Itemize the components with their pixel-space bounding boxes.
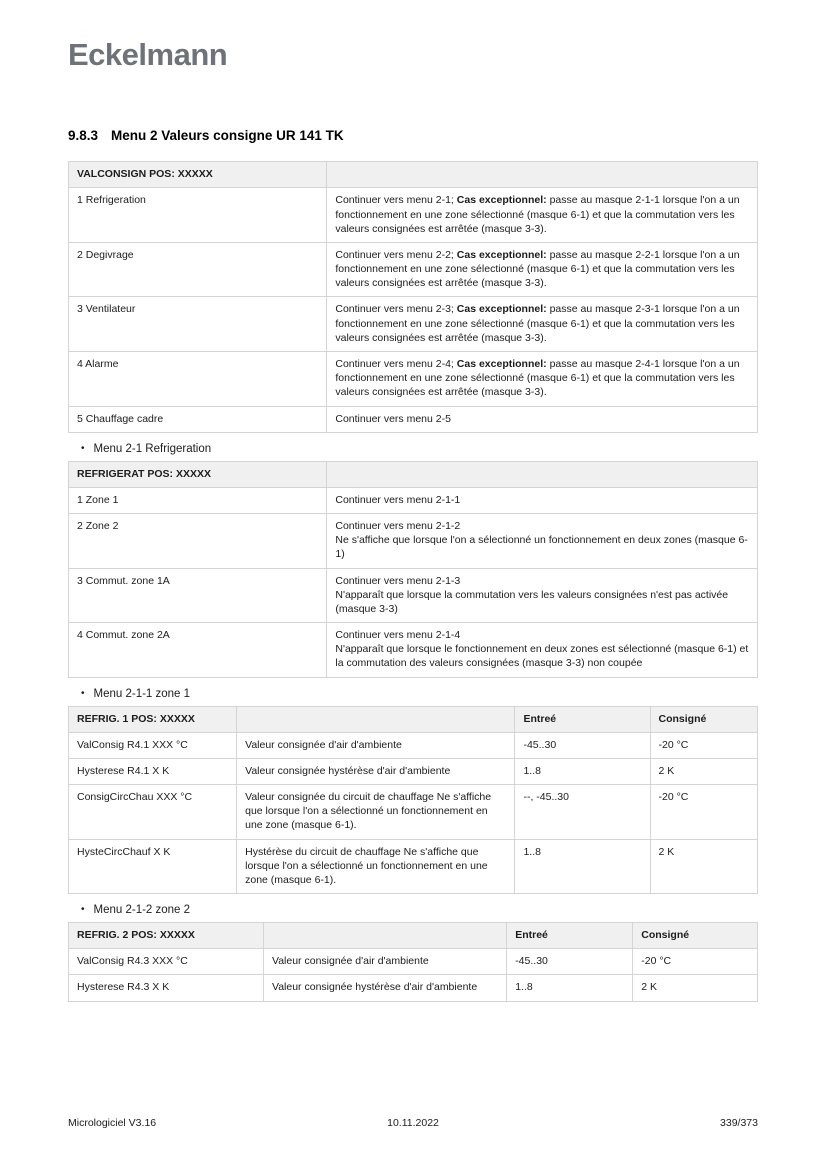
table-row [69, 406, 758, 432]
param-desc-cell: Valeur consignée du circuit de chauffage Ne s'affiche que lorsque l'on a sélectionné un fonctionnement en une zone (masque 6-1). [237, 785, 515, 840]
table-row [69, 623, 758, 678]
desc-text: Continuer vers menu 2-4; [335, 358, 457, 370]
bullet-icon: • [81, 687, 85, 699]
table-header-cell: Entreé [507, 923, 633, 949]
bullet-item-menu-2-1-2 [81, 904, 758, 916]
table-row [69, 785, 758, 840]
table-header-cell: Entreé [515, 706, 650, 732]
desc-text: Continuer vers menu 2-2; [335, 248, 457, 261]
param-desc-cell: Valeur consignée hystérèse d'air d'ambiente [237, 758, 515, 784]
bullet-label: Menu 2-1 Refrigeration [93, 442, 212, 455]
table-row [69, 242, 758, 297]
page-content [68, 0, 758, 1002]
footer-page-number: 339/373 [720, 1117, 758, 1129]
desc-line: Continuer vers menu 2-1-4 [335, 629, 461, 642]
param-entry-cell: 1..8 [515, 758, 650, 784]
desc-text: passe au masque 2-1-1 lorsque l'on a un fonctionnement en une zone sélectionné (masque 6-1) et que la commutation vers les valeurs consignées est arrêtée (masque 3-3). [335, 194, 740, 235]
table-refrig-1 [68, 706, 758, 895]
menu-desc-cell [327, 406, 758, 432]
desc-bold-text: Cas exceptionnel: [456, 248, 547, 261]
desc-text: Continuer vers menu 2-3; [335, 303, 457, 316]
footer-date: 10.11.2022 [387, 1117, 439, 1129]
param-setpoint-cell: 2 K [650, 758, 758, 784]
table-header-row [69, 461, 758, 487]
menu-label-cell: 4 Commut. zone 2A [69, 623, 327, 678]
menu-label-cell: 3 Commut. zone 1A [69, 568, 327, 623]
desc-text: passe au masque 2-3-1 lorsque l'on a un fonctionnement en une zone sélectionné (masque 6-1) et que la commutation vers les valeurs consignées est arrêtée (masque 3-3). [335, 303, 740, 344]
section-number: 9.8.3 [68, 128, 99, 144]
menu-label-cell: 1 Zone 1 [69, 487, 327, 513]
menu-desc-cell [327, 188, 758, 243]
page-footer [68, 1117, 758, 1129]
bullet-item-menu-2-1-1 [81, 688, 758, 700]
desc-bold-text: Cas exceptionnel: [456, 358, 547, 370]
table-row [69, 568, 758, 623]
menu-desc-cell [327, 487, 758, 513]
table-row [69, 975, 758, 1001]
desc-bold-text: Cas exceptionnel: [456, 194, 547, 207]
table-header-cell [327, 461, 758, 487]
table-header-cell: REFRIG. 2 POS: XXXXX [69, 923, 264, 949]
desc-line: Continuer vers menu 2-1-2 [335, 520, 461, 533]
desc-text: Continuer vers menu 2-5 [335, 412, 451, 425]
param-setpoint-cell: 2 K [650, 839, 758, 894]
table-header-cell: Consigné [650, 706, 758, 732]
menu-desc-cell [327, 623, 758, 678]
table-header-cell [263, 923, 506, 949]
eckelmann-logo: Eckelmann [68, 37, 228, 72]
param-code-cell: ValConsig R4.3 XXX °C [69, 949, 264, 975]
desc-line: N'apparaît que lorsque le fonctionnement en deux zones est sélectionné (masque 6-1) et la commutation des valeurs consignées (masque 3-3) non coupée [335, 643, 749, 670]
bullet-icon: • [81, 442, 85, 454]
param-setpoint-cell: -20 °C [650, 732, 758, 758]
table-header-cell [327, 162, 758, 188]
param-code-cell: ValConsig R4.1 XXX °C [69, 732, 237, 758]
table-header-cell: REFRIGERAT POS: XXXXX [69, 461, 327, 487]
table-valconsign [68, 161, 758, 432]
table-header-cell: Consigné [633, 923, 758, 949]
desc-line: Continuer vers menu 2-1-3 [335, 574, 461, 587]
table-refrig-2 [68, 922, 758, 1002]
menu-label-cell: 4 Alarme [69, 352, 327, 407]
menu-desc-cell [327, 352, 758, 407]
bullet-label: Menu 2-1-1 zone 1 [93, 687, 191, 700]
table-header-cell: REFRIG. 1 POS: XXXXX [69, 706, 237, 732]
table-row [69, 839, 758, 894]
param-desc-cell: Valeur consignée d'air d'ambiente [237, 732, 515, 758]
table-header-cell [237, 706, 515, 732]
section-heading [68, 128, 758, 144]
bullet-label: Menu 2-1-2 zone 2 [93, 904, 191, 917]
param-setpoint-cell: -20 °C [650, 785, 758, 840]
param-code-cell: Hysterese R4.1 X K [69, 758, 237, 784]
param-entry-cell: -45..30 [515, 732, 650, 758]
table-row [69, 514, 758, 569]
desc-text: passe au masque 2-2-1 lorsque l'on a un fonctionnement en une zone sélectionné (masque 6-1) et que la commutation vers les valeurs consignées est arrêtée (masque 3-3). [335, 248, 740, 290]
menu-desc-cell [327, 514, 758, 569]
menu-label-cell: 2 Zone 2 [69, 514, 327, 569]
table-row [69, 758, 758, 784]
param-entry-cell: --, -45..30 [515, 785, 650, 840]
table-row [69, 487, 758, 513]
desc-text: passe au masque 2-4-1 lorsque l'on a un fonctionnement en une zone sélectionné (masque 6-1) et que la commutation vers les valeurs consignées est arrêtée (masque 3-3). [335, 358, 740, 399]
table-refrigerat [68, 461, 758, 678]
menu-desc-cell [327, 242, 758, 297]
table-header-row [69, 923, 758, 949]
table-row [69, 732, 758, 758]
table-row [69, 297, 758, 352]
desc-line: Ne s'affiche que lorsque l'on a sélectionné un fonctionnement en deux zones (masque 6-1) [335, 534, 748, 561]
desc-line: N'apparaît que lorsque la commutation vers les valeurs consignées n'est pas activée (masque 3-3) [335, 588, 729, 615]
table-row [69, 188, 758, 243]
param-entry-cell: 1..8 [507, 975, 633, 1001]
menu-label-cell: 2 Degivrage [69, 242, 327, 297]
table-row [69, 949, 758, 975]
param-code-cell: HysteCircChauf X K [69, 839, 237, 894]
desc-line: Continuer vers menu 2-1-1 [335, 493, 461, 506]
param-code-cell: ConsigCircChau XXX °C [69, 785, 237, 840]
param-desc-cell: Hystérèse du circuit de chauffage Ne s'affiche que lorsque l'on a sélectionné un fonctionnement en une zone (masque 6-1). [237, 839, 515, 894]
param-code-cell: Hysterese R4.3 X K [69, 975, 264, 1001]
menu-label-cell: 3 Ventilateur [69, 297, 327, 352]
bullet-item-menu-2-1 [81, 443, 758, 455]
menu-desc-cell [327, 568, 758, 623]
menu-label-cell: 5 Chauffage cadre [69, 406, 327, 432]
section-title: Menu 2 Valeurs consigne UR 141 TK [111, 128, 344, 144]
desc-text: Continuer vers menu 2-1; [335, 194, 457, 207]
param-desc-cell: Valeur consignée d'air d'ambiente [263, 949, 506, 975]
menu-label-cell: 1 Refrigeration [69, 188, 327, 243]
desc-bold-text: Cas exceptionnel: [456, 303, 547, 316]
table-row [69, 352, 758, 407]
param-desc-cell: Valeur consignée hystérèse d'air d'ambiente [263, 975, 506, 1001]
param-setpoint-cell: -20 °C [633, 949, 758, 975]
bullet-icon: • [81, 904, 85, 916]
menu-desc-cell [327, 297, 758, 352]
table-header-row [69, 162, 758, 188]
param-entry-cell: 1..8 [515, 839, 650, 894]
table-header-cell: VALCONSIGN POS: XXXXX [69, 162, 327, 188]
table-header-row [69, 706, 758, 732]
param-entry-cell: -45..30 [507, 949, 633, 975]
param-setpoint-cell: 2 K [633, 975, 758, 1001]
footer-version: Micrologiciel V3.16 [68, 1117, 157, 1129]
